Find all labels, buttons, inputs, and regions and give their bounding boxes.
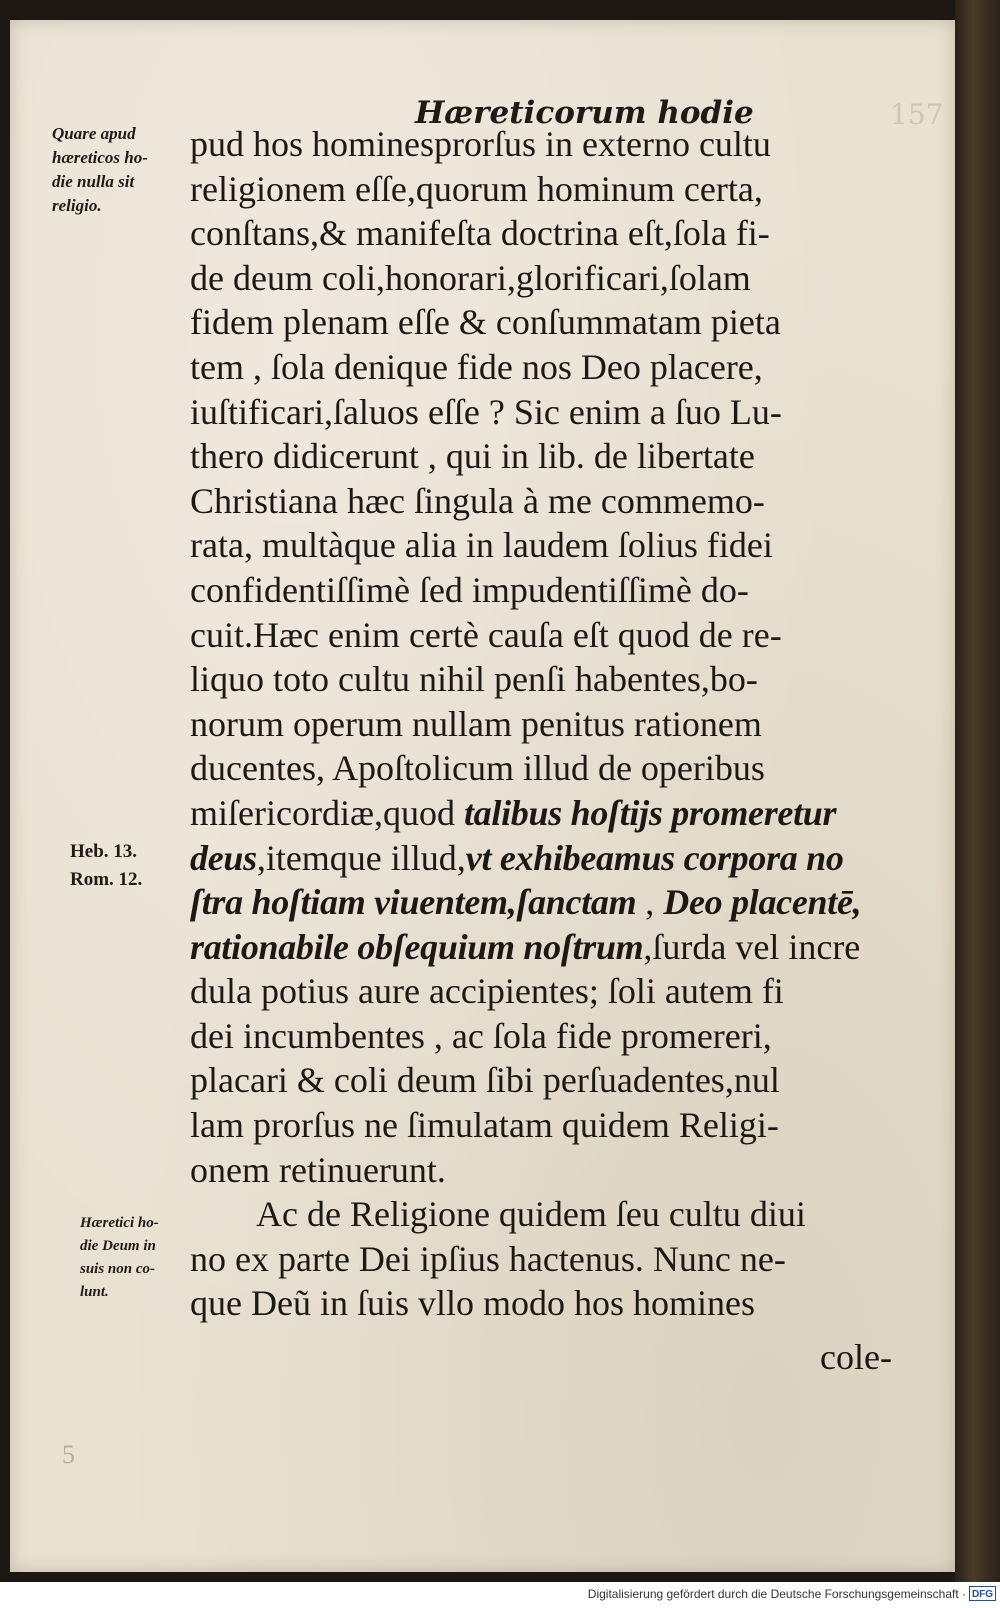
- text-line: dei incumbentes , ac ſola fide promereri,: [190, 1015, 772, 1056]
- marginal-line: religio.: [52, 196, 102, 215]
- running-head: Hæreticorum hodie: [415, 95, 754, 131]
- text-line: liquo toto cultu nihil penſi habentes,bo-: [190, 659, 758, 700]
- text-line: pud hos hominesprorſus in externo cultu: [190, 124, 771, 164]
- book-edge: [955, 0, 1000, 1582]
- marginal-line: die nulla sit: [52, 172, 135, 191]
- text-line: fidem plenam eſſe & conſummatam pieta: [190, 302, 781, 343]
- text-italic-quote: rationabile obſequium noſtrum: [190, 926, 644, 967]
- footer-credit: Digitalisierung gefördert durch die Deutsche Forschungsgemeinschaft ·: [587, 1587, 966, 1601]
- text-line: rata, multàque alia in laudem ſolius fidei: [190, 525, 773, 566]
- text-italic-quote: vt exhibeamus corpora no: [465, 837, 844, 878]
- text-line: onem retinuerunt.: [190, 1149, 446, 1190]
- text-line: [190, 925, 908, 970]
- text-line: thero didicerunt , qui in lib. de libertate: [190, 436, 755, 477]
- text-line: Christiana hæc ſingula à me commemo-: [190, 480, 765, 521]
- text-line-paragraph-start: Ac de Religione quidem ſeu cultu diui: [256, 1194, 806, 1235]
- text-line: norum operum nullam penitus rationem: [190, 703, 762, 744]
- marginal-ref-hebrews: Heb. 13.: [70, 841, 138, 862]
- text-line: que Deũ in ſuis vllo modo hos homines: [190, 1283, 755, 1324]
- marginal-line: Hæretici ho-: [80, 1215, 159, 1231]
- text-line: no ex parte Dei ipſius hactenus. Nunc ne-: [190, 1238, 786, 1279]
- marginal-note-quare: [52, 122, 148, 218]
- text-line: dula potius aure accipientes; ſoli autem fi: [190, 971, 784, 1012]
- text-line: ducentes, Apoſtolicum illud de operibus: [190, 748, 765, 789]
- marginal-line: hæreticos ho-: [52, 148, 148, 167]
- body-text: [190, 122, 908, 1326]
- marginal-note-haeretici: [80, 1212, 159, 1304]
- marginal-line: die Deum in: [80, 1238, 156, 1254]
- marginal-line: lunt.: [80, 1284, 109, 1300]
- text-line: iuſtificari,ſaluos eſſe ? Sic enim a ſuo Lu-: [190, 391, 782, 432]
- text-italic-quote: ſtra hoſtiam viuentem,ſanctam: [190, 882, 637, 923]
- marginal-note-references: [70, 838, 142, 894]
- text-line: religionem eſſe,quorum hominum certa,: [190, 168, 763, 209]
- catchword: cole-: [820, 1337, 892, 1377]
- page-number-faint: 157: [890, 98, 944, 131]
- text-roman: miſericordiæ,quod: [190, 792, 464, 833]
- text-italic-quote: talibus hoſtijs promeretur: [463, 792, 837, 833]
- text-roman: ,: [636, 882, 664, 923]
- marginal-line: Quare apud: [52, 124, 136, 143]
- text-line: [190, 836, 908, 881]
- text-line: confidentiſſimè ſed impudentiſſimè do-: [190, 569, 749, 610]
- text-roman: ,ſurda vel incre: [643, 926, 861, 967]
- text-line: tem , ſola denique fide nos Deo placere,: [190, 346, 763, 387]
- text-roman: ,itemque illud,: [256, 837, 466, 878]
- text-line: [190, 880, 908, 925]
- text-line: placari & coli deum ſibi perſuadentes,nul: [190, 1060, 780, 1101]
- marginal-ref-romans: Rom. 12.: [70, 869, 143, 890]
- text-italic-quote: Deo placentē,: [663, 882, 862, 923]
- marginal-line: suis non co-: [80, 1261, 156, 1277]
- text-line: [190, 791, 908, 836]
- text-italic-quote: deus: [190, 837, 257, 878]
- dfg-logo-icon: DFG: [969, 1586, 996, 1601]
- text-line: cuit.Hæc enim certè cauſa eſt quod de re-: [190, 614, 782, 655]
- faint-mark: 5: [62, 1440, 75, 1469]
- text-line: de deum coli,honorari,glorificari,ſolam: [190, 257, 751, 298]
- text-line: lam prorſus ne ſimulatam quidem Religi-: [190, 1105, 779, 1146]
- text-line: conſtans,& manifeſta doctrina eſt,ſola fi-: [190, 213, 770, 254]
